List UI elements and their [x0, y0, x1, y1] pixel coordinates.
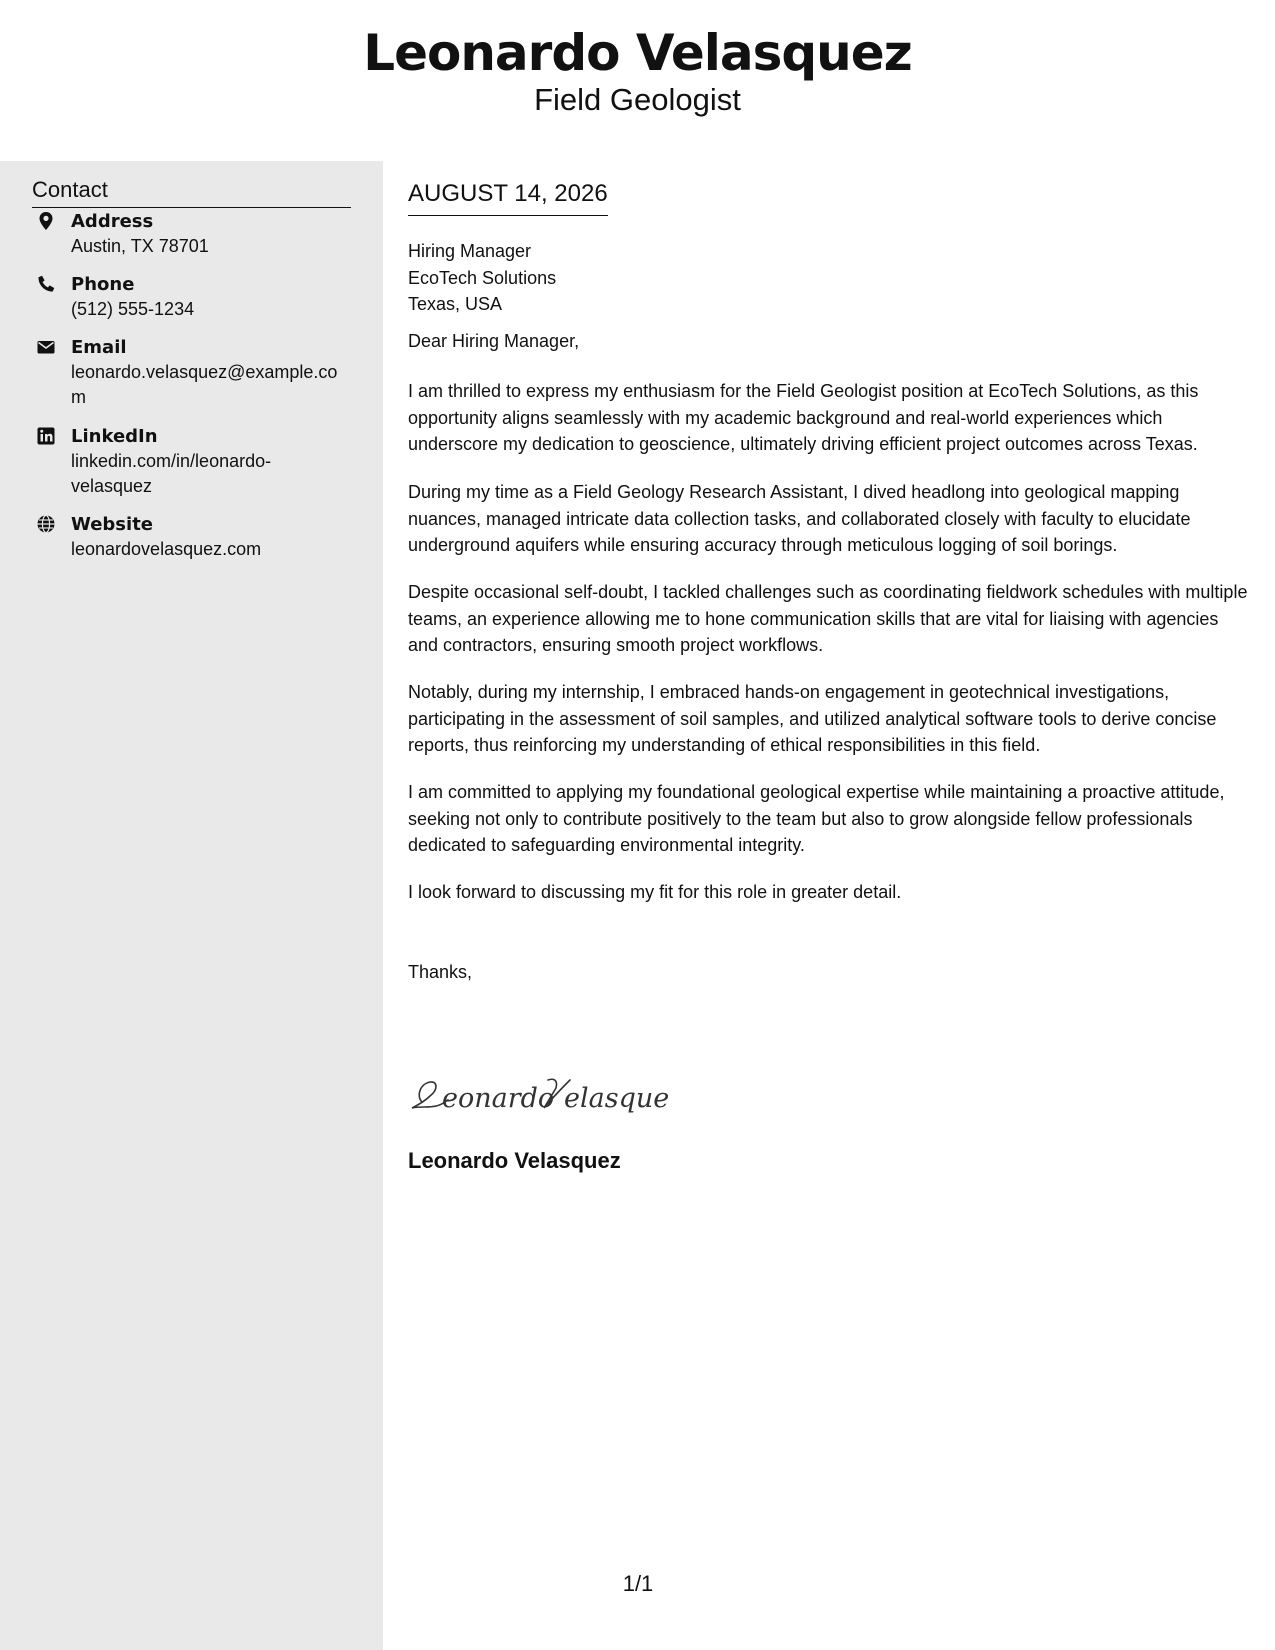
letter-paragraph: Notably, during my internship, I embraced hands-on engagement in geotechnical investigations, participating in the assessment of soil samples, and utilized analytical software tools to derive concise reports, thus reinforcing my understanding of ethical responsibilities in this field. [408, 682, 1217, 755]
letter-paragraph: I look forward to discussing my fit for this role in greater detail. [408, 882, 902, 902]
signature-image [408, 1066, 678, 1126]
phone-icon [36, 274, 56, 294]
contact-heading: Contact [32, 175, 351, 208]
page-number: 1/1 [622, 1571, 654, 1596]
email-value[interactable]: leonardo.velasquez@example.com [71, 362, 338, 407]
salutation: Dear Hiring Manager, [408, 331, 580, 351]
linkedin-label: LinkedIn [71, 426, 158, 447]
map-pin-icon [36, 211, 56, 231]
recipient-line: EcoTech Solutions [408, 267, 557, 288]
letter-paragraph: I am thrilled to express my enthusiasm for the Field Geologist position at EcoTech Solutions, as this opportunity aligns seamlessly with my academic background and real-world experiences which underscore my dedication to geoscience, ultimately driving efficient project outcomes across Texas. [408, 381, 1199, 454]
candidate-name: Leonardo Velasquez [363, 24, 912, 82]
letter-date: AUGUST 14, 2026 [408, 179, 608, 216]
recipient-line: Hiring Manager [408, 241, 532, 261]
recipient-block [408, 238, 556, 318]
email-label: Email [71, 337, 127, 358]
address-value: Austin, TX 78701 [71, 236, 209, 256]
signature-lettering: elasque [564, 1083, 670, 1114]
website-label: Website [71, 514, 154, 535]
envelope-icon [36, 337, 56, 357]
linkedin-value[interactable]: linkedin.com/in/leonardo-velasquez [71, 451, 272, 496]
closing: Thanks, [408, 962, 473, 982]
website-value[interactable]: leonardovelasquez.com [71, 539, 262, 559]
letter-paragraph: During my time as a Field Geology Research Assistant, I dived headlong into geological mapping nuances, managed intricate data collection tasks, and collaborated closely with faculty to elucidate underground aquifers while ensuring accuracy through meticulous logging of soil borings. [408, 482, 1191, 555]
header [0, 0, 1275, 161]
address-label: Address [71, 211, 154, 232]
phone-label: Phone [71, 274, 135, 295]
job-title: Field Geologist [534, 82, 741, 117]
signature-lettering: eonardo [442, 1083, 555, 1114]
linkedin-icon [36, 426, 56, 446]
globe-icon [36, 514, 56, 534]
letter-paragraph: Despite occasional self-doubt, I tackled challenges such as coordinating fieldwork schedules with multiple teams, an experience allowing me to hone communication skills that are vital for liaising with agencies and contractors, ensuring smooth project workflows. [408, 582, 1248, 655]
recipient-line: Texas, USA [408, 294, 503, 314]
letter-paragraph: I am committed to applying my foundational geological expertise while maintaining a proactive attitude, seeking not only to contribute positively to the team but also to grow alongside fellow professionals dedicated to safeguarding environmental integrity. [408, 782, 1225, 855]
phone-value: (512) 555-1234 [71, 299, 195, 319]
contact-sidebar [0, 161, 383, 1650]
signer-name: Leonardo Velasquez [408, 1148, 621, 1173]
